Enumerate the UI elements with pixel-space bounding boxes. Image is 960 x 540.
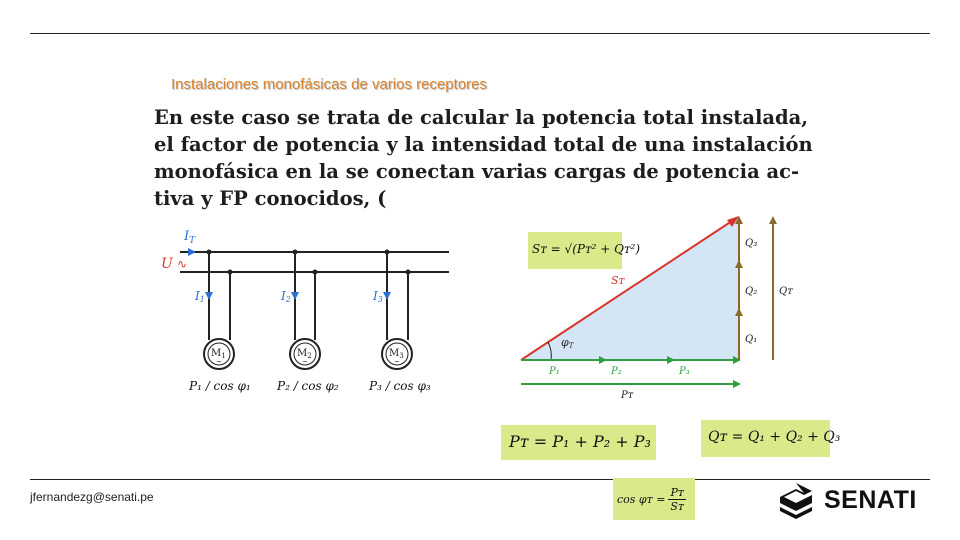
body-line: En este caso se trata de calcular la potencia total instalada, (154, 106, 809, 129)
motor-label-2: M (297, 348, 308, 359)
body-line: el factor de potencia y la intensidad total de una instalación (154, 133, 813, 156)
current-sub-3: 3 (377, 295, 383, 304)
qt-label: Qᴛ (779, 286, 793, 297)
svg-text:IT (183, 229, 196, 246)
voltage-label: U (161, 256, 173, 272)
total-current-sub: T (189, 236, 196, 246)
p1-label: P₁ (549, 366, 560, 377)
current-sub-1: 1 (199, 295, 205, 304)
motor-tilde: ~ (216, 358, 222, 366)
senati-logo (776, 480, 930, 520)
q1-label: Q₁ (745, 334, 758, 345)
svg-text:I3 (372, 289, 383, 304)
pt-arrowhead (733, 380, 741, 388)
current-sub-2: 2 (285, 295, 291, 304)
senati-logo-text: SENATI (824, 485, 917, 514)
current-label-3: I (373, 289, 378, 303)
current-arrow-3 (383, 292, 391, 300)
angle-sub: T (568, 342, 574, 350)
cos-denominator: Sᴛ (670, 499, 684, 513)
motor-sub-2: 2 (307, 352, 312, 360)
footer-email: jfernandezg@senati.pe (30, 490, 154, 504)
cos-equation (613, 478, 695, 520)
current-label-1: I (195, 289, 200, 303)
current-label-2: I (281, 289, 286, 303)
hypotenuse-label: Sᴛ (611, 274, 625, 287)
motor-tilde: ~ (302, 358, 308, 366)
cos-fraction (668, 486, 686, 513)
p2-label: P₂ (611, 366, 622, 377)
angle-label: φ (561, 336, 569, 349)
top-rule (30, 33, 930, 34)
cos-numerator: Pᴛ (670, 485, 684, 499)
body-paragraph (154, 104, 813, 212)
circuit-lines (180, 252, 449, 340)
circuit-diagram (155, 218, 451, 402)
svg-text:I1 (194, 289, 205, 304)
p3-label: P₃ (679, 366, 690, 377)
current-arrow-1 (205, 292, 213, 300)
qt-arrowhead (769, 216, 777, 224)
senati-logo-icon (776, 481, 816, 519)
slide-title: Instalaciones monofásicas de varios receptores (171, 76, 487, 93)
motor-tilde: ~ (394, 358, 400, 366)
motor-label-1: M (211, 348, 222, 359)
body-line: tiva y FP conocidos, ( (154, 187, 387, 210)
qt-equation: Qᴛ = Q₁ + Q₂ + Q₃ (701, 420, 830, 457)
total-current-label: I (184, 229, 190, 244)
q2-label: Q₂ (745, 286, 758, 297)
load-label-3: P₃ / cos φ₃ (369, 379, 431, 393)
q3-label: Q₃ (745, 238, 758, 249)
pt-equation: Pᴛ = P₁ + P₂ + P₃ (501, 425, 656, 460)
body-line: monofásica en la se conectan varias cargas de potencia ac- (154, 160, 800, 183)
st-equation: Sᴛ = √(Pᴛ² + Qᴛ²) (528, 232, 622, 269)
svg-text:I2 (280, 289, 291, 304)
total-current-arrow (188, 248, 196, 256)
motor-sub-1: 1 (221, 352, 226, 360)
junction-dots (207, 250, 411, 275)
load-label-1: P₁ / cos φ₁ (189, 379, 251, 393)
ac-source-symbol: ∿ (177, 257, 188, 271)
motor-sub-3: 3 (399, 352, 404, 360)
motor-label-3: M (389, 348, 400, 359)
cos-left: cos φᴛ = (617, 492, 666, 506)
current-arrow-2 (291, 292, 299, 300)
pt-label: Pᴛ (621, 390, 634, 401)
load-label-2: P₂ / cos φ₂ (277, 379, 339, 393)
